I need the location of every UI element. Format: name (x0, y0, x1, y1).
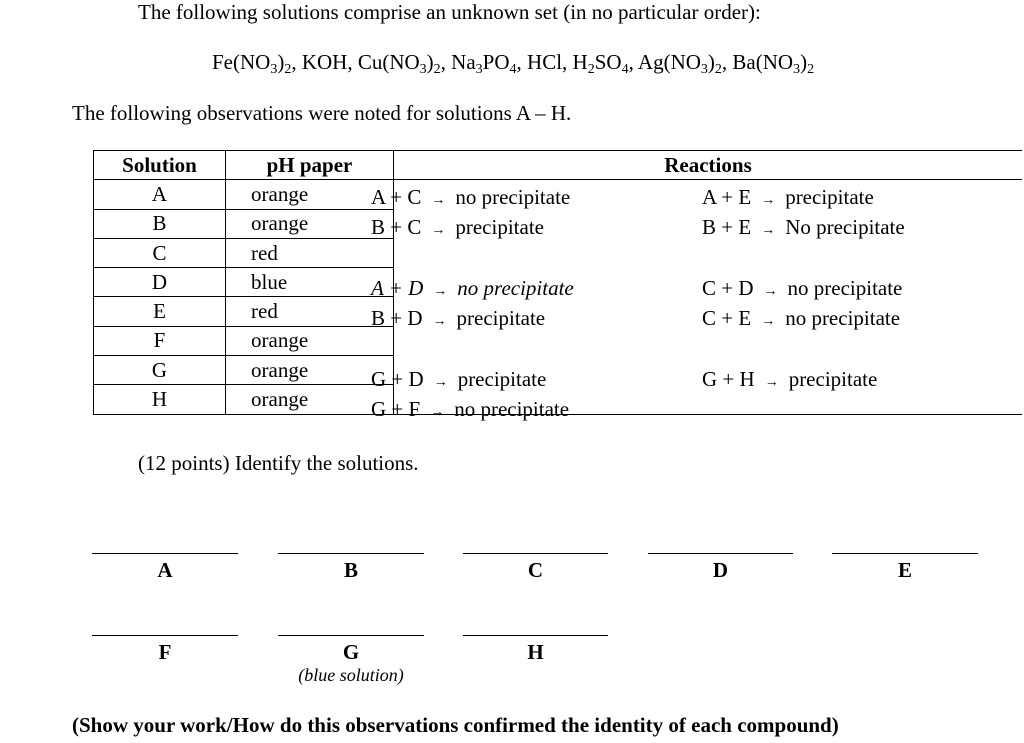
g-note: (blue solution) (298, 665, 404, 685)
answer-line-e[interactable] (832, 553, 978, 554)
solution-cell: C (94, 238, 226, 267)
answer-line-h[interactable] (463, 635, 608, 636)
answer-label-h: H (527, 640, 544, 664)
answer-label-c: C (527, 558, 544, 582)
intro-text: The following solutions comprise an unknown set (in no particular order): (138, 0, 761, 24)
footer-instruction: (Show your work/How do this observations confirmed the identity of each compound) (72, 713, 839, 737)
compound-formula: HCl (527, 50, 563, 74)
reaction-gf: G + F → no precipitate (371, 397, 570, 421)
reaction-ae: A + E → precipitate (702, 185, 874, 209)
solution-cell: E (94, 297, 226, 326)
observations-intro: The following observations were noted for solutions A – H. (72, 101, 572, 125)
table-row (94, 326, 1023, 355)
solution-cell: D (94, 268, 226, 297)
answer-line-b[interactable] (278, 553, 424, 554)
reactions-cell (394, 326, 1023, 355)
header-reactions: Reactions (394, 151, 1023, 180)
answer-line-d[interactable] (648, 553, 793, 554)
answer-line-c[interactable] (463, 553, 608, 554)
reaction-ad: A + D → no precipitate (371, 276, 574, 300)
reaction-gh: G + H → precipitate (702, 367, 878, 391)
reactions-cell (394, 238, 1023, 267)
ph-cell: blue (226, 268, 394, 297)
solution-cell: H (94, 385, 226, 414)
reaction-be: B + E → No precipitate (702, 215, 905, 239)
answer-line-f[interactable] (92, 635, 238, 636)
answer-line-g[interactable] (278, 635, 424, 636)
reaction-bd: B + D → precipitate (371, 306, 546, 330)
answer-label-d: D (712, 558, 729, 582)
compound-list: $Fe(NO_3)_2$, KOH, $Cu(NO_3)_2$, $Na_3PO_4$, HCl, $H_2SO_4$, $Ag(NO_3)_2$, $Ba(NO_3)_2$ (212, 50, 815, 77)
ph-cell: orange (226, 180, 394, 209)
header-solution: Solution (94, 151, 226, 180)
ph-cell: red (226, 297, 394, 326)
table-row (94, 356, 1023, 385)
ph-cell: orange (226, 209, 394, 238)
table-header-row (94, 151, 1023, 180)
table-row (94, 238, 1023, 267)
compound-formula: $Na_3PO_4$ (451, 50, 517, 77)
header-ph-paper: pH paper (226, 151, 394, 180)
compound-formula: $Ba(NO_3)_2$ (732, 50, 815, 77)
answer-line-a[interactable] (92, 553, 238, 554)
reaction-ce: C + E → no precipitate (702, 306, 901, 330)
compound-formula: KOH (301, 50, 348, 74)
solution-cell: A (94, 180, 226, 209)
solution-cell: G (94, 356, 226, 385)
answer-label-f: F (158, 640, 172, 664)
answer-label-b: B (343, 558, 358, 582)
answer-label-e: E (897, 558, 912, 582)
ph-cell: orange (226, 385, 394, 414)
reaction-ac: A + C → no precipitate (371, 185, 571, 209)
solution-cell: B (94, 209, 226, 238)
question-text: (12 points) Identify the solutions. (138, 451, 419, 475)
reaction-bc: B + C → precipitate (371, 215, 544, 239)
answer-label-a: A (157, 558, 173, 582)
ph-cell: red (226, 238, 394, 267)
compound-formula: $H_2SO_4$ (572, 50, 629, 77)
ph-cell: orange (226, 356, 394, 385)
compound-formula: $Ag(NO_3)_2$ (637, 50, 722, 77)
reaction-gd: G + D → precipitate (371, 367, 547, 391)
reaction-cd: C + D → no precipitate (702, 276, 903, 300)
ph-cell: orange (226, 326, 394, 355)
solution-cell: F (94, 326, 226, 355)
compound-formula: $Cu(NO_3)_2$ (357, 50, 441, 77)
compound-formula: $Fe(NO_3)_2$ (212, 50, 292, 77)
answer-label-g: G (342, 640, 360, 664)
